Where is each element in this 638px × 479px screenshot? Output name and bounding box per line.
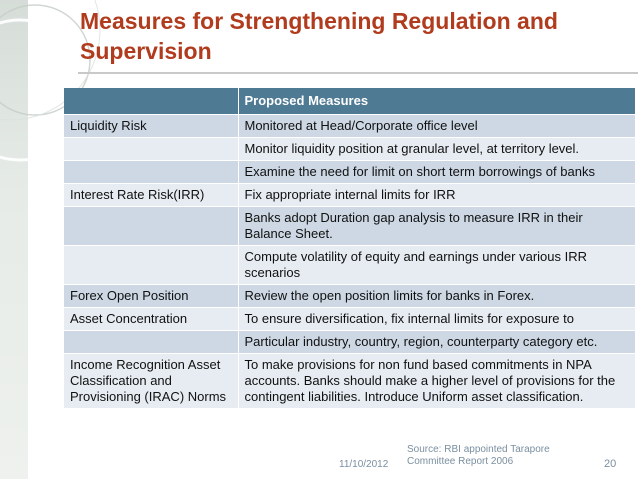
table-row: [64, 161, 635, 184]
risk-cell: Interest Rate Risk(IRR): [64, 184, 238, 207]
table-row: [64, 207, 635, 246]
measure-cell: Fix appropriate internal limits for IRR: [238, 184, 635, 207]
page-number: 20: [604, 458, 617, 470]
header-cell-risk: [64, 88, 238, 115]
table-row: [64, 138, 635, 161]
table-row: [64, 115, 635, 138]
footer-date: 11/10/2012: [339, 459, 389, 470]
footer-source: Source: RBI appointed Tarapore Committee Report 2006: [407, 444, 550, 467]
table-row: [64, 285, 635, 308]
measure-cell: Monitored at Head/Corporate office level: [238, 115, 635, 138]
page-title: Measures for Strengthening Regulation and Supervision: [80, 8, 558, 64]
risk-cell: [64, 138, 238, 161]
table-row: [64, 331, 635, 354]
risk-cell: [64, 207, 238, 246]
risk-cell: [64, 331, 238, 354]
measure-cell: Review the open position limits for banks in Forex.: [238, 285, 635, 308]
risk-cell: Liquidity Risk: [64, 115, 238, 138]
table-row: [64, 184, 635, 207]
risk-cell: [64, 246, 238, 285]
measure-cell: Monitor liquidity position at granular level, at territory level.: [238, 138, 635, 161]
measure-cell: Banks adopt Duration gap analysis to measure IRR in their Balance Sheet.: [238, 207, 635, 246]
table-row: [64, 308, 635, 331]
table-row: [64, 354, 635, 409]
measures-table: [64, 88, 635, 409]
measure-cell: Compute volatility of equity and earnings under various IRR scenarios: [238, 246, 635, 285]
risk-cell: Income Recognition Asset Classification and Provisioning (IRAC) Norms: [64, 354, 238, 409]
risk-cell: Forex Open Position: [64, 285, 238, 308]
table-header-row: [64, 88, 635, 115]
measure-cell: To make provisions for non fund based commitments in NPA accounts. Banks should make a higher level of provisions for the contingent liabilities. Introduce Uniform asset classification.: [238, 354, 635, 409]
left-decorative-band: [0, 0, 28, 479]
header-cell-measures: Proposed Measures: [238, 88, 635, 115]
risk-cell: [64, 161, 238, 184]
measure-cell: To ensure diversification, fix internal limits for exposure to: [238, 308, 635, 331]
measure-cell: Examine the need for limit on short term borrowings of banks: [238, 161, 635, 184]
risk-cell: Asset Concentration: [64, 308, 238, 331]
measure-cell: Particular industry, country, region, counterparty category etc.: [238, 331, 635, 354]
title-divider: [78, 72, 638, 74]
table-row: [64, 246, 635, 285]
